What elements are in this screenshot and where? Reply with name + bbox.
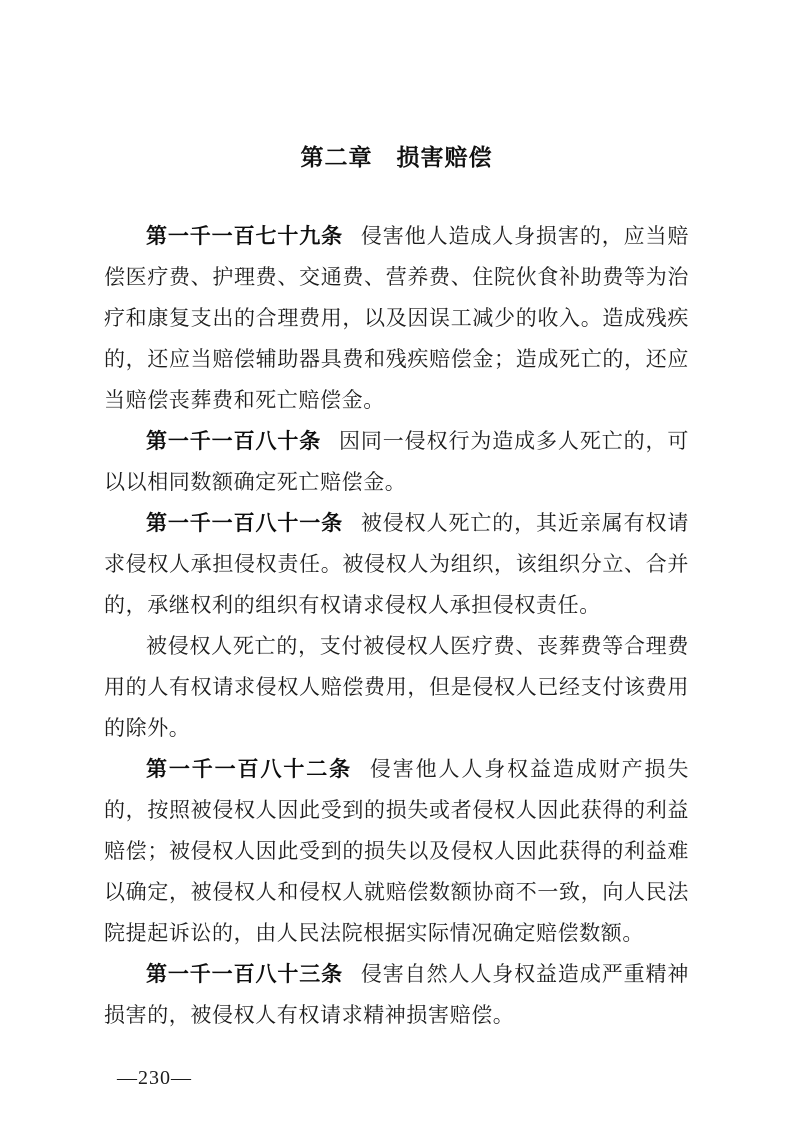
article-text: 被侵权人死亡的，支付被侵权人医疗费、丧葬费等合理费用的人有权请求侵权人赔偿费用，但是侵权人已经支付该费用的除外。 [104,634,689,740]
article-paragraph-1180 [104,421,689,503]
article-text: 被侵权人死亡的，其近亲属有权请求侵权人承担侵权责任。被侵权人为组织，该组织分立、合并的，承继权利的组织有权请求侵权人承担侵权责任。 [104,511,689,617]
article-number: 第一千一百七十九条 [146,225,344,248]
article-text: 侵害他人人身权益造成财产损失的，按照被侵权人因此受到的损失或者侵权人因此获得的利益赔偿；被侵权人因此受到的损失以及侵权人因此获得的利益难以确定，被侵权人和侵权人就赔偿数额协商不一致，向人民法院提起诉讼的，由人民法院根据实际情况确定赔偿数额。 [104,757,689,945]
article-paragraph-1179 [104,216,689,421]
article-number: 第一千一百八十三条 [146,963,344,986]
article-paragraph-1181-continued [104,626,689,749]
chapter-title: 第二章 损害赔偿 [300,144,493,170]
article-paragraph-1182 [104,749,689,954]
article-number: 第一千一百八十一条 [146,512,344,535]
article-number: 第一千一百八十二条 [146,758,352,781]
article-text: 侵害他人造成人身损害的，应当赔偿医疗费、护理费、交通费、营养费、住院伙食补助费等为治疗和康复支出的合理费用，以及因误工减少的收入。造成残疾的，还应当赔偿辅助器具费和残疾赔偿金；造成死亡的，还应当赔偿丧葬费和死亡赔偿金。 [104,224,689,412]
article-number: 第一千一百八十条 [146,430,322,453]
article-paragraph-1183 [104,954,689,1036]
document-body [104,216,689,1036]
article-text: 侵害自然人人身权益造成严重精神损害的，被侵权人有权请求精神损害赔偿。 [104,962,689,1027]
page-number: —230— [117,1067,192,1089]
article-text: 因同一侵权行为造成多人死亡的，可以以相同数额确定死亡赔偿金。 [104,429,689,494]
article-paragraph-1181 [104,503,689,626]
